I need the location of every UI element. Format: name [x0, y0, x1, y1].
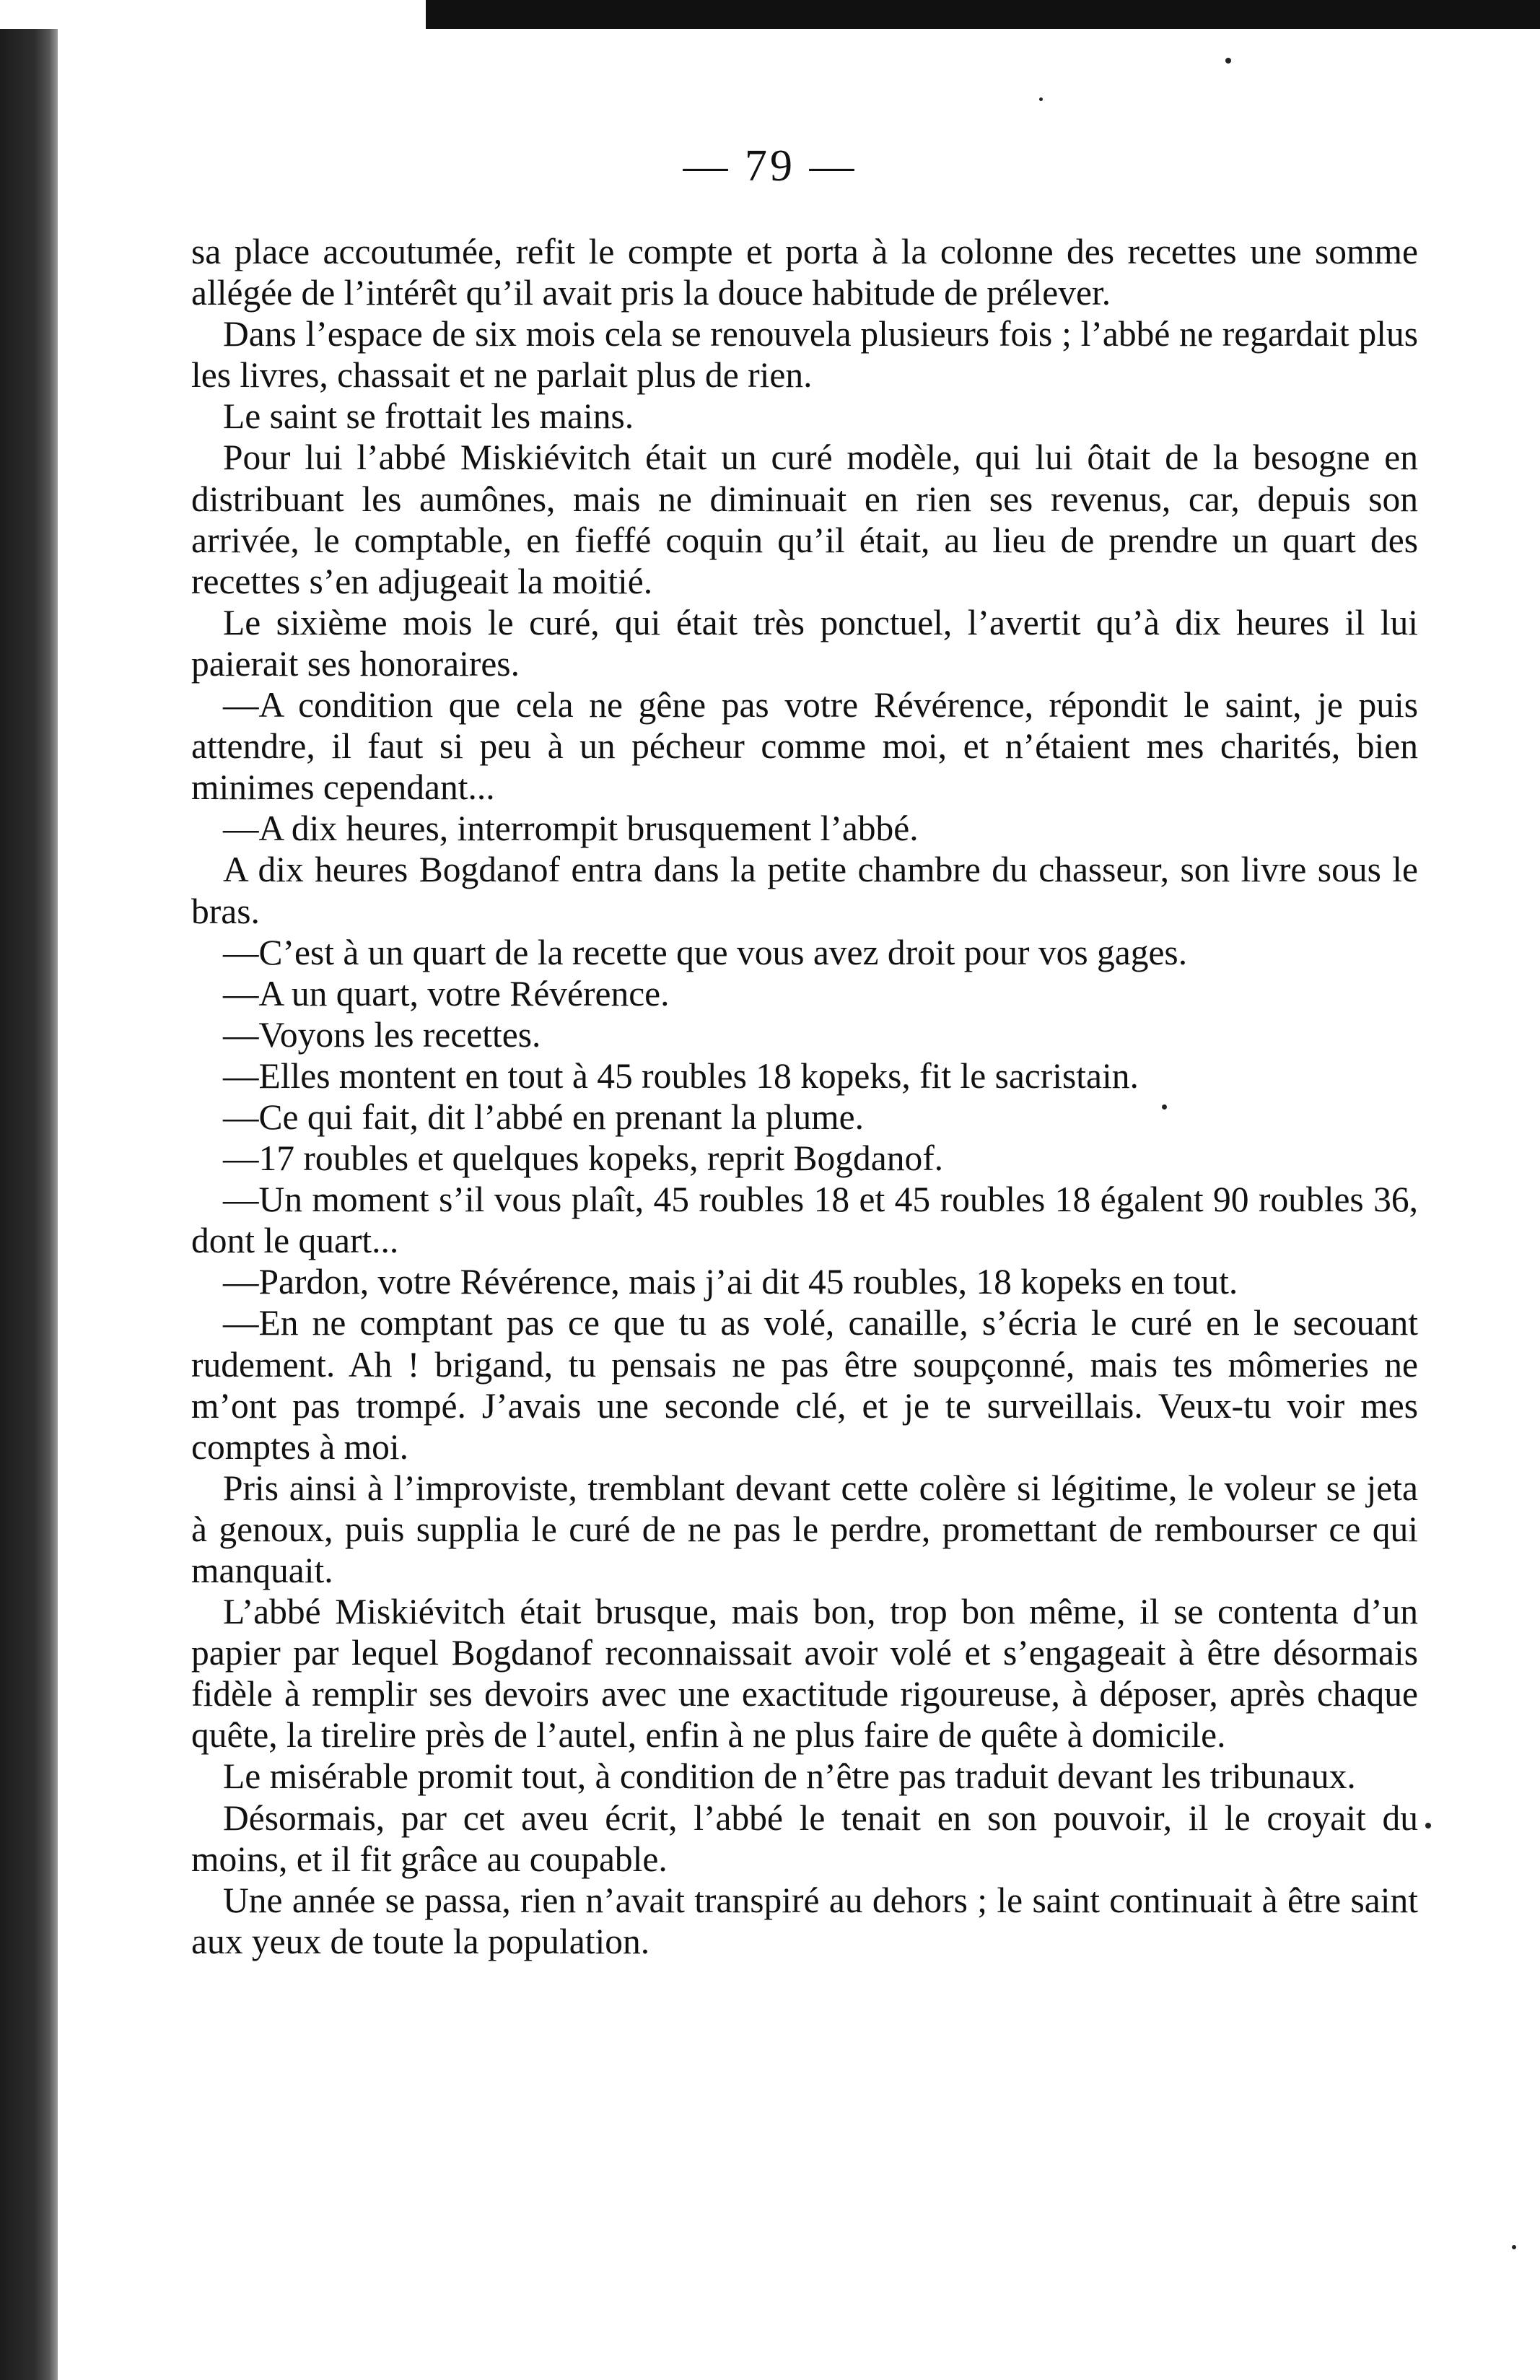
scan-top-border	[426, 0, 1540, 29]
paragraph: L’abbé Miskiévitch était brusque, mais bon, trop bon même, il se contenta d’un papier par lequel Bogdanof reconnaissait avoir volé et s’engageait à être désormais fidèle à remplir ses devoirs avec une exactitude rigoureuse, à déposer, après chaque quête, la tirelire près de l’autel, enfin à ne plus faire de quête à domicile.	[191, 1592, 1418, 1756]
paragraph: Pris ainsi à l’improviste, tremblant devant cette colère si légitime, le voleur se jeta à genoux, puis supplia le curé de ne pas le perdre, promettant de rembourser ce qui manquait.	[191, 1468, 1418, 1590]
paragraph: —Un moment s’il vous plaît, 45 roubles 18 et 45 roubles 18 égalent 90 roubles 36, dont le quart...	[191, 1180, 1418, 1261]
paragraph: Dans l’espace de six mois cela se renouvela plusieurs fois ; l’abbé ne regardait plus les livres, chassait et ne parlait plus de rien.	[191, 314, 1418, 396]
paragraph: Pour lui l’abbé Miskiévitch était un curé modèle, qui lui ôtait de la besogne en distribuant les aumônes, mais ne diminuait en rien ses revenus, car, depuis son arrivée, le comptable, en fieffé coquin qu’il était, au lieu de prendre un quart des recettes s’en adjugeait la moitié.	[191, 437, 1418, 601]
paragraph: A dix heures Bogdanof entra dans la petite chambre du chasseur, son livre sous le bras.	[191, 850, 1418, 931]
scan-speck	[1512, 2245, 1516, 2249]
paragraph: —A condition que cela ne gêne pas votre Révérence, répondit le saint, je puis attendre, il faut si peu à un pécheur comme moi, et n’étaient mes charités, bien minimes cependant...	[191, 685, 1418, 808]
paragraph: —Pardon, votre Révérence, mais j’ai dit 45 roubles, 18 kopeks en tout.	[223, 1262, 1238, 1302]
paragraph: —En ne comptant pas ce que tu as volé, canaille, s’écria le curé en le secouant rudement. Ah ! brigand, tu pensais ne pas être soupçonné, mais tes mômeries ne m’ont pas trompé. J’avais une seconde clé, et je te surveillais. Veux-tu voir mes comptes à moi.	[191, 1303, 1418, 1467]
paragraph: —Voyons les recettes.	[223, 1014, 541, 1055]
paragraph: —A un quart, votre Révérence.	[223, 973, 670, 1014]
scan-speck	[1039, 97, 1043, 101]
page-number: — 79 —	[683, 141, 857, 191]
paragraph: Une année se passa, rien n’avait transpiré au dehors ; le saint continuait à être saint aux yeux de toute la population.	[191, 1880, 1418, 1961]
paragraph: —Elles montent en tout à 45 roubles 18 kopeks, fit le sacristain.	[223, 1055, 1139, 1096]
paragraph: Désormais, par cet aveu écrit, l’abbé le tenait en son pouvoir, il le croyait du moins, et il fit grâce au coupable.	[191, 1797, 1418, 1879]
paragraph: —Ce qui fait, dit l’abbé en prenant la plume.	[223, 1097, 864, 1137]
paragraph: Le sixième mois le curé, qui était très ponctuel, l’avertit qu’à dix heures il lui paierait ses honoraires.	[191, 602, 1418, 684]
paragraph: sa place accoutumée, refit le compte et porta à la colonne des recettes une somme allégée de l’intérêt qu’il avait pris la douce habitude de prélever.	[191, 232, 1418, 313]
paragraph: —A dix heures, interrompit brusquement l’abbé.	[223, 808, 919, 849]
scan-left-edge	[0, 29, 58, 2380]
page-body	[191, 231, 1418, 1962]
paragraph: —C’est à un quart de la recette que vous avez droit pour vos gages.	[223, 932, 1188, 972]
paragraph: —17 roubles et quelques kopeks, reprit Bogdanof.	[223, 1138, 944, 1179]
paragraph: Le misérable promit tout, à condition de n’être pas traduit devant les tribunaux.	[223, 1756, 1356, 1797]
scan-speck	[1425, 1823, 1431, 1828]
paragraph: Le saint se frottait les mains.	[223, 396, 634, 437]
scan-speck	[1225, 58, 1231, 64]
